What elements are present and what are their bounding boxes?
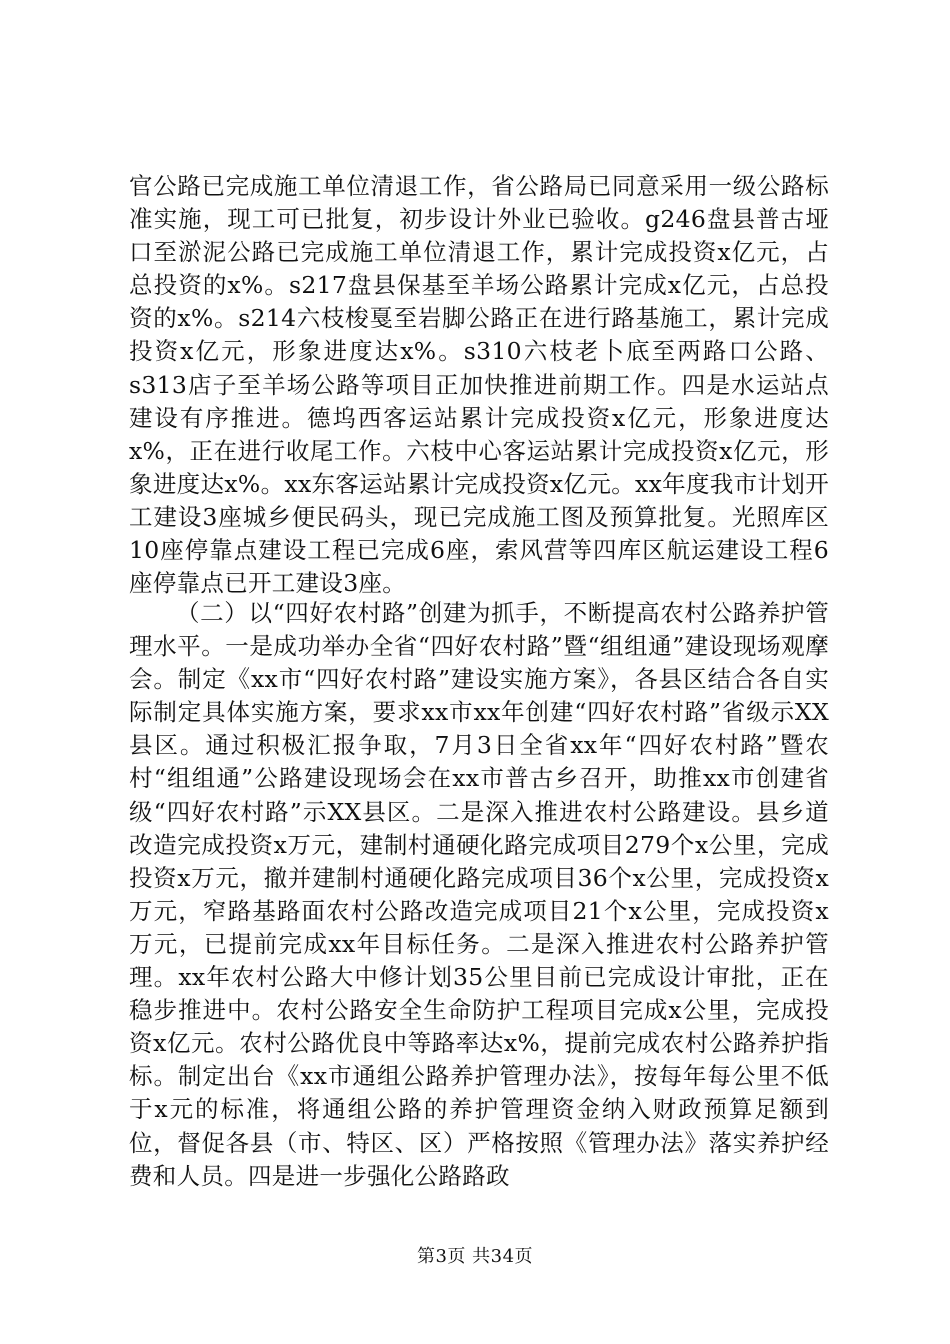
body-paragraph-1: 官公路已完成施工单位清退工作，省公路局已同意采用一级公路标准实施，现工可已批复，初步设计外业已验收。g246盘县普古垭口至淤泥公路已完成施工单位清退工作，累计完成投资x亿元，占总投资的x%。s217盘县保基至羊场公路累计完成x亿元，占总投资的x%。s214六枝梭戛至岩脚公路正在进行路基施工，累计完成投资x亿元，形象进度达x%。s310六枝老卜底至两路口公路、s313店子至羊场公路等项目正加快推进前期工作。四是水运站点建设有序推进。德坞西客运站累计完成投资x亿元，形象进度达x%，正在进行收尾工作。六枝中心客运站累计完成投资x亿元，形象进度达x%。xx东客运站累计完成投资x亿元。xx年度我市计划开工建设3座城乡便民码头，现已完成施工图及预算批复。光照库区10座停靠点建设工程已完成6座，索风营等四库区航运建设工程6座停靠点已开工建设3座。 [129, 172, 829, 598]
page-number-footer: 第3页 共34页 [416, 1246, 534, 1267]
body-paragraph-2: （二）以“四好农村路”创建为抓手，不断提高农村公路养护管理水平。一是成功举办全省“四好农村路”暨“组组通”建设现场观摩会。制定《xx市“四好农村路”建设实施方案》，各县区结合各自实际制定具体实施方案，要求xx市xx年创建“四好农村路”省级示XX县区。通过积极汇报争取，7月3日全省xx年“四好农村路”暨农村“组组通”公路建设现场会在xx市普古乡召开，助推xx市创建省级“四好农村路”示XX县区。二是深入推进农村公路建设。县乡道改造完成投资x万元，建制村通硬化路完成项目279个x公里，完成投资x万元，撤并建制村通硬化路完成项目36个x公里，完成投资x万元，窄路基路面农村公路改造完成项目21个x公里，完成投资x万元，已提前完成xx年目标任务。二是深入推进农村公路养护管理。xx年农村公路大中修计划35公里目前已完成设计审批，正在稳步推进中。农村公路安全生命防护工程项目完成x公里，完成投资x亿元。农村公路优良中等路率达x%，提前完成农村公路养护指标。制定出台《xx市通组公路养护管理办法》，按每年每公里不低于x元的标准，将通组公路的养护管理资金纳入财政预算足额到位，督促各县（市、特区、区）严格按照《管理办法》落实养护经费和人员。四是进一步强化公路路政 [129, 599, 829, 1190]
